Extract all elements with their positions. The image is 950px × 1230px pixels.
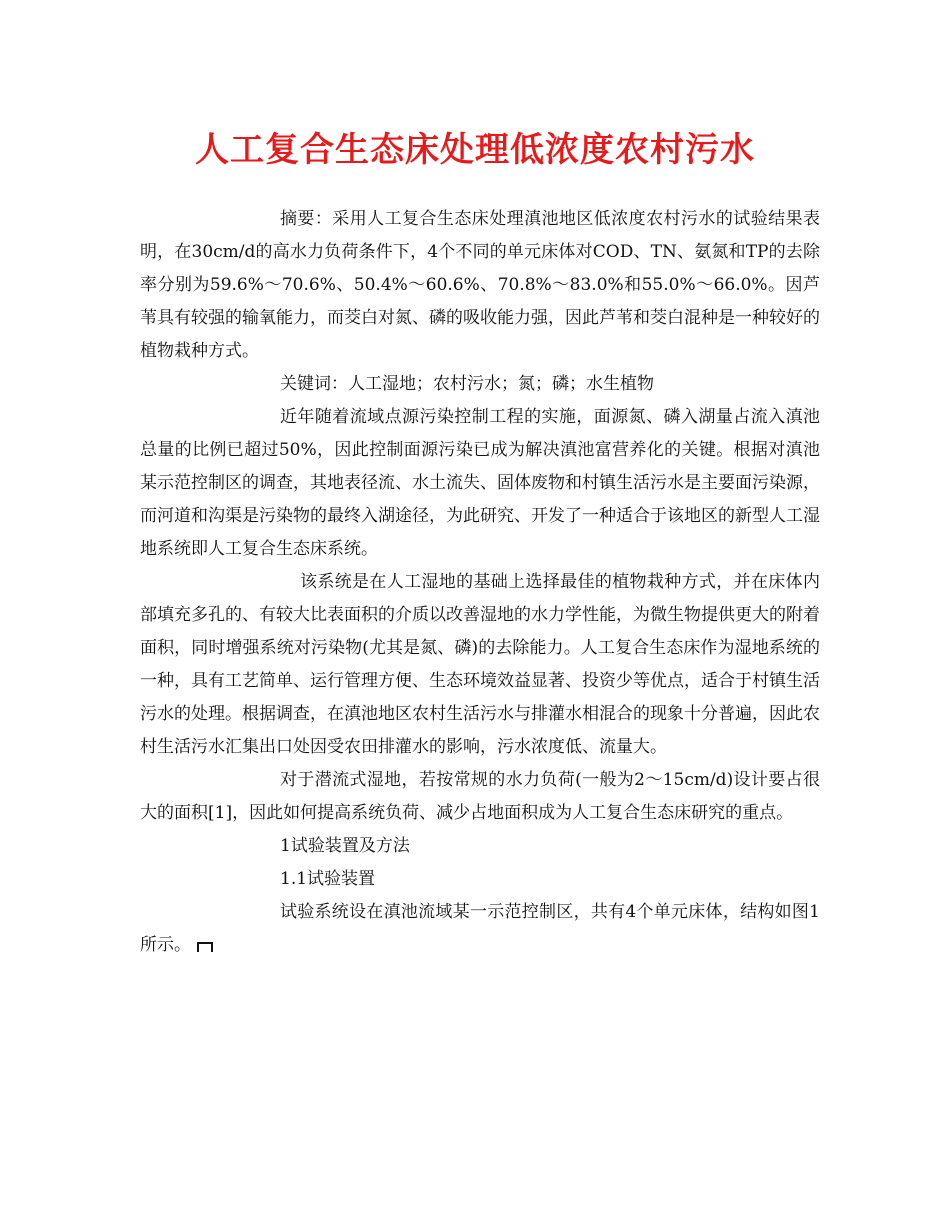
intro-paragraph-3: 对于潜流式湿地，若按常规的水力负荷(一般为2～15cm/d)设计要占很大的面积[1]，因此如何提高系统负荷、减少占地面积成为人工复合生态床研究的重点。 bbox=[140, 770, 820, 823]
intro-paragraph-1: 近年随着流域点源污染控制工程的实施，面源氮、磷入湖量占流入滇池总量的比例已超过50%，因此控制面源污染已成为解决滇池富营养化的关键。根据对滇池某示范控制区的调查，其地表径流、水土流失、固体废物和村镇生活污水是主要面污染源，而河道和沟渠是污染物的最终入湖途径，为此研究、开发了一种适合于该地区的新型人工湿地系统即人工复合生态床系统。 bbox=[140, 407, 820, 559]
section-heading-1: 1试验装置及方法 bbox=[280, 836, 410, 856]
document-title: 人工复合生态床处理低浓度农村污水 bbox=[195, 130, 755, 170]
section-heading-1-1: 1.1试验装置 bbox=[280, 869, 376, 889]
keywords-paragraph: 关键词：人工湿地；农村污水；氮；磷；水生植物 bbox=[280, 374, 654, 394]
setup-paragraph bbox=[140, 896, 820, 962]
abstract-paragraph: 摘要：采用人工复合生态床处理滇池地区低浓度农村污水的试验结果表明，在30cm/d的高水力负荷条件下，4个不同的单元床体对COD、TN、氨氮和TP的去除率分别为59.6%～70.6%、50.4%～60.6%、70.8%～83.0%和55.0%～66.0%。因芦苇具有较强的输氧能力，而茭白对氮、磷的吸收能力强，因此芦苇和茭白混种是一种较好的植物栽种方式。 bbox=[140, 209, 820, 361]
text-cursor-marker bbox=[197, 942, 213, 952]
setup-text: 试验系统设在滇池流域某一示范控制区，共有4个单元床体，结构如图1所示。 bbox=[140, 902, 820, 955]
document-body bbox=[140, 203, 820, 962]
intro-paragraph-2: 该系统是在人工湿地的基础上选择最佳的植物栽种方式，并在床体内部填充多孔的、有较大比表面积的介质以改善湿地的水力学性能，为微生物提供更大的附着面积，同时增强系统对污染物(尤其是氮、磷)的去除能力。人工复合生态床作为湿地系统的一种，具有工艺简单、运行管理方便、生态环境效益显著、投资少等优点，适合于村镇生活污水的处理。根据调查，在滇池地区农村生活污水与排灌水相混合的现象十分普遍，因此农村生活污水汇集出口处因受农田排灌水的影响，污水浓度低、流量大。 bbox=[140, 572, 820, 757]
